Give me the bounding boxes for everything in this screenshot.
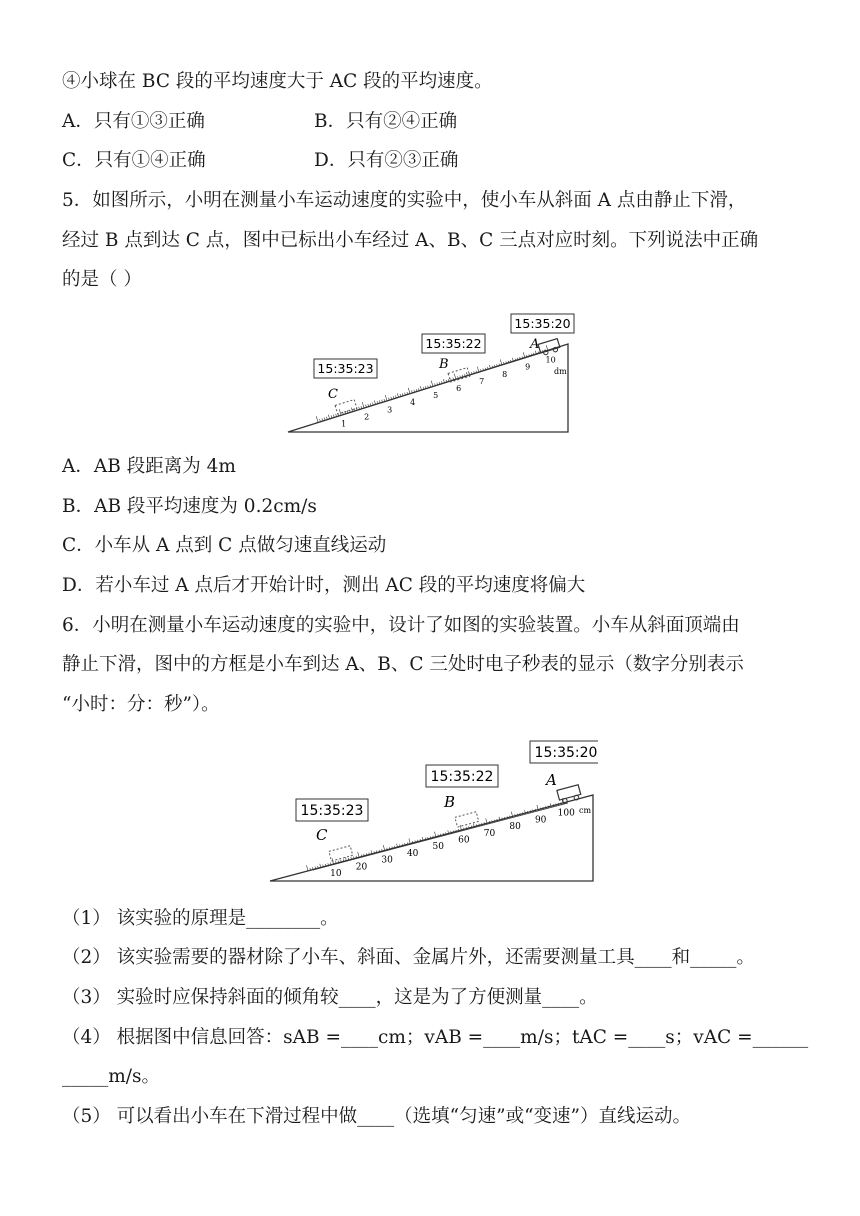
q6-ruler-tick	[556, 804, 557, 806]
q5-ruler-ticks	[316, 345, 556, 428]
q5-unit: dm	[554, 367, 567, 376]
q5-time-b: 15:35:22	[425, 336, 482, 351]
q5-time-a: 15:35:20	[514, 316, 571, 331]
q6-ruler-tick-label: 10	[330, 869, 342, 880]
q6-ruler-tick	[358, 852, 360, 858]
q6-sub5: （5） 可以看出小车在下滑过程中做____（选填“匀速”或“变速”）直线运动。	[62, 1106, 691, 1127]
q4-option-b: B．只有②④正确	[314, 111, 458, 132]
q5-ruler-tick	[391, 397, 392, 399]
q5-ruler-tick	[431, 381, 433, 387]
q5-ruler-tick	[362, 402, 364, 408]
q6-sub1: （1） 该实验的原理是________。	[62, 908, 339, 929]
q5-option-b: B．AB 段平均速度为 0.2cm/s	[62, 496, 317, 517]
q6-ruler-tick-label: 90	[534, 815, 547, 826]
q6-ruler-tick-label: 80	[509, 822, 521, 833]
q4-option-d: D．只有②③正确	[314, 150, 459, 171]
q6-unit: cm	[579, 806, 592, 815]
q5-ruler-tick	[397, 393, 398, 397]
q6-car-c	[329, 846, 353, 861]
q6-sub2: （2） 该实验需要的器材除了小车、斜面、金属片外，还需要测量工具____和_____。	[62, 947, 755, 968]
q6-ruler-tick	[545, 806, 546, 808]
q5-ruler-tick	[336, 414, 337, 416]
q6-ruler-tick	[553, 804, 554, 806]
q5-ruler-tick-label: 2	[364, 412, 370, 422]
q5-ruler-tick-label: 5	[433, 391, 439, 401]
q5-ruler-tick	[343, 412, 344, 414]
q6-ruler-tick-label: 30	[381, 855, 393, 866]
q6-ruler-tick-label: 100	[557, 808, 575, 819]
q5-ruler-tick-label: 10	[545, 355, 556, 365]
q5-ruler-tick	[389, 398, 390, 400]
q5-label-c: C	[328, 387, 338, 402]
q5-ruler-tick	[320, 419, 321, 421]
q6-stem-line3: “小时：分：秒”）。	[62, 694, 220, 715]
q5-option-c: C．小车从 A 点到 C 点做匀速直线运动	[62, 535, 387, 556]
q6-label-b: B	[444, 793, 456, 811]
q5-figure	[286, 312, 576, 436]
q6-time-a: 15:35:20	[534, 745, 598, 761]
q5-ruler-tick	[333, 415, 334, 417]
q6-ruler-tick-label: 50	[432, 842, 445, 853]
q5-label-b: B	[439, 357, 449, 372]
q5-ruler-tick	[374, 400, 375, 404]
q5-ruler-tick-label: 6	[456, 383, 462, 393]
q5-ruler-tick	[326, 417, 327, 419]
q5-ruler-tick-label: 4	[410, 398, 416, 408]
q6-stem-line2: 静止下滑，图中的方框是小车到达 A、B、C 三处时电子秒表的显示（数字分别表示	[62, 654, 744, 675]
q5-ruler-tick-label: 7	[479, 376, 485, 386]
q5-option-a: A．AB 段距离为 4m	[62, 456, 236, 477]
q6-time-b: 15:35:22	[430, 769, 494, 785]
q5-ruler-tick	[322, 418, 323, 420]
q4-option-a: A．只有①③正确	[62, 111, 205, 132]
q5-label-a: A	[530, 337, 540, 352]
q5-stem-line1: 5．如图所示，小明在测量小车运动速度的实验中，使小车从斜面 A 点由静止下滑，	[62, 190, 747, 211]
q5-ruler-tick	[377, 401, 378, 403]
q5-ruler-tick	[361, 406, 362, 408]
q4-option-c: C．只有①④正确	[62, 150, 206, 171]
q5-ruler-tick-label: 3	[387, 405, 393, 415]
q5-car-a	[538, 339, 561, 357]
q5-ruler-tick	[324, 417, 325, 419]
q6-sub4: （4） 根据图中信息回答：sAB =____cm；vAB =____m/s；tAC =____s；vAC =______	[62, 1027, 809, 1048]
q5-ruler-tick	[331, 415, 332, 417]
q5-ruler-tick-label: 1	[341, 419, 347, 429]
q6-ruler-tick-label: 60	[458, 835, 470, 846]
q5-ruler-tick-label: 9	[525, 362, 531, 372]
q5-ruler-tick	[354, 408, 355, 410]
q5-ruler-tick	[408, 388, 410, 394]
q5-ruler-tick	[379, 400, 380, 402]
q6-ruler-tick-label: 70	[483, 828, 496, 839]
q6-sub4-continued: _____m/s。	[62, 1066, 161, 1087]
q5-time-c: 15:35:23	[317, 361, 374, 376]
q5-stem-line2: 经过 B 点到达 C 点，图中已标出小车经过 A、B、C 三点对应时刻。下列说法中正确	[62, 230, 759, 251]
q5-ruler-tick	[328, 415, 329, 419]
q6-ruler-tick	[548, 806, 549, 808]
q6-ruler-tick	[543, 807, 544, 809]
q5-ruler-tick	[316, 416, 318, 422]
q6-car-b	[455, 812, 479, 827]
q5-ruler-tick	[368, 404, 369, 406]
q5-ruler-tick	[477, 367, 479, 373]
q5-ruler-tick	[454, 374, 456, 380]
q5-ruler-tick	[385, 395, 387, 401]
q6-label-c: C	[316, 826, 328, 844]
q4-item4: ④小球在 BC 段的平均速度大于 AC 段的平均速度。	[62, 71, 493, 92]
q6-ruler-tick-label: 20	[355, 862, 368, 873]
q5-ruler-tick	[382, 400, 383, 402]
q5-ruler-tick	[384, 399, 385, 401]
q5-ruler-tick	[366, 405, 367, 407]
q5-ruler-tick	[393, 396, 394, 398]
q6-ruler-tick	[332, 858, 334, 864]
q6-ruler-tick-label: 40	[406, 848, 419, 859]
q6-ruler-tick	[561, 802, 562, 804]
q5-ruler-tick	[339, 409, 341, 415]
q5-ruler-tick	[370, 403, 371, 405]
q6-time-c: 15:35:23	[300, 803, 364, 819]
q6-ruler-tick	[306, 865, 308, 871]
q6-label-a: A	[546, 771, 557, 789]
q5-ruler-tick	[347, 410, 348, 412]
q5-ruler-tick	[372, 403, 373, 405]
q5-ruler-tick	[420, 386, 421, 390]
q6-sub3: （3） 实验时应保持斜面的倾角较____，这是为了方便测量____。	[62, 987, 598, 1008]
q6-figure	[268, 737, 598, 887]
q5-ruler-tick-label: 8	[502, 369, 508, 379]
q6-ruler-tick	[558, 803, 559, 805]
q5-ruler-tick	[359, 407, 360, 409]
q5-stem-line3: 的是（ ）	[62, 269, 142, 290]
q6-stem-line1: 6．小明在测量小车运动速度的实验中，设计了如图的实验装置。小车从斜面顶端由	[62, 615, 740, 636]
q5-option-d: D．若小车过 A 点后才开始计时，测出 AC 段的平均速度将偏大	[62, 575, 586, 596]
q5-ruler-tick	[395, 395, 396, 397]
